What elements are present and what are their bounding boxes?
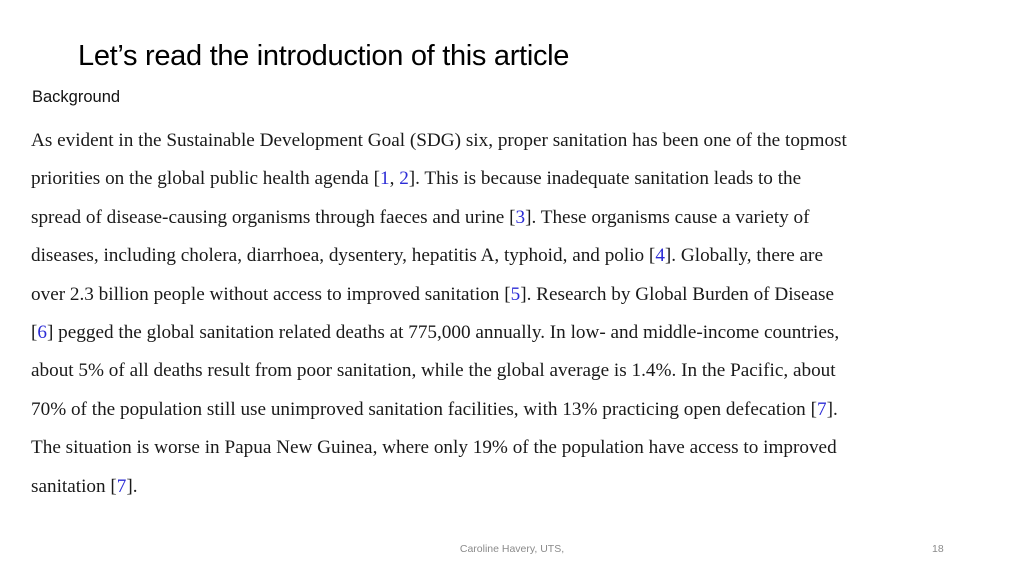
paragraph-text: [ <box>31 321 38 343</box>
body-paragraph <box>31 127 991 511</box>
paragraph-text: , <box>389 168 400 190</box>
paragraph-text: ]. Globally, there are <box>664 245 823 267</box>
paragraph-text: sanitation [ <box>31 475 117 497</box>
citation-link[interactable]: 4 <box>655 245 665 267</box>
citation-link[interactable]: 6 <box>37 321 47 343</box>
paragraph-line <box>31 281 991 319</box>
paragraph-text: ]. <box>826 398 838 420</box>
paragraph-line <box>31 396 991 434</box>
paragraph-line <box>31 434 991 472</box>
citation-link[interactable]: 5 <box>510 283 521 305</box>
paragraph-line <box>31 357 991 395</box>
section-heading: Background <box>32 88 121 106</box>
paragraph-line <box>31 319 991 357</box>
paragraph-text: The situation is worse in Papua New Guinea, where only 19% of the population have access to improved <box>31 437 837 459</box>
paragraph-line <box>31 242 991 280</box>
footer-author: Caroline Havery, UTS, <box>459 543 565 555</box>
slide-title: Let’s read the introduction of this article <box>78 40 570 72</box>
paragraph-text: ]. Research by Global Burden of Disease <box>520 283 835 305</box>
page-number: 18 <box>932 543 944 555</box>
paragraph-text: 70% of the population still use unimproved sanitation facilities, with 13% practicing open defecation [ <box>31 398 817 420</box>
paragraph-line <box>31 473 991 511</box>
paragraph-text: diseases, including cholera, diarrhoea, dysentery, hepatitis A, typhoid, and polio [ <box>31 245 656 267</box>
paragraph-line <box>31 165 991 203</box>
citation-link[interactable]: 2 <box>399 168 409 190</box>
paragraph-text: ]. This is because inadequate sanitation leads to the <box>408 168 802 190</box>
citation-link[interactable]: 3 <box>515 206 526 228</box>
citation-link[interactable]: 1 <box>380 168 390 190</box>
paragraph-line <box>31 204 991 242</box>
citation-link[interactable]: 7 <box>816 398 827 420</box>
paragraph-text: ] pegged the global sanitation related deaths at 775,000 annually. In low- and middle-income countries, <box>46 321 840 343</box>
paragraph-text: over 2.3 billion people without access to improved sanitation [ <box>31 283 511 305</box>
paragraph-text: priorities on the global public health agenda [ <box>31 168 381 190</box>
paragraph-line <box>31 127 991 165</box>
paragraph-text: about 5% of all deaths result from poor sanitation, while the global average is 1.4%. In the Pacific, about <box>31 360 836 382</box>
paragraph-text: As evident in the Sustainable Development Goal (SDG) six, proper sanitation has been one of the topmost <box>31 130 847 151</box>
paragraph-text: ]. <box>126 475 138 497</box>
paragraph-text: spread of disease-causing organisms through faeces and urine [ <box>31 206 516 228</box>
paragraph-text: ]. These organisms cause a variety of <box>525 206 810 228</box>
citation-link[interactable]: 7 <box>116 475 127 497</box>
